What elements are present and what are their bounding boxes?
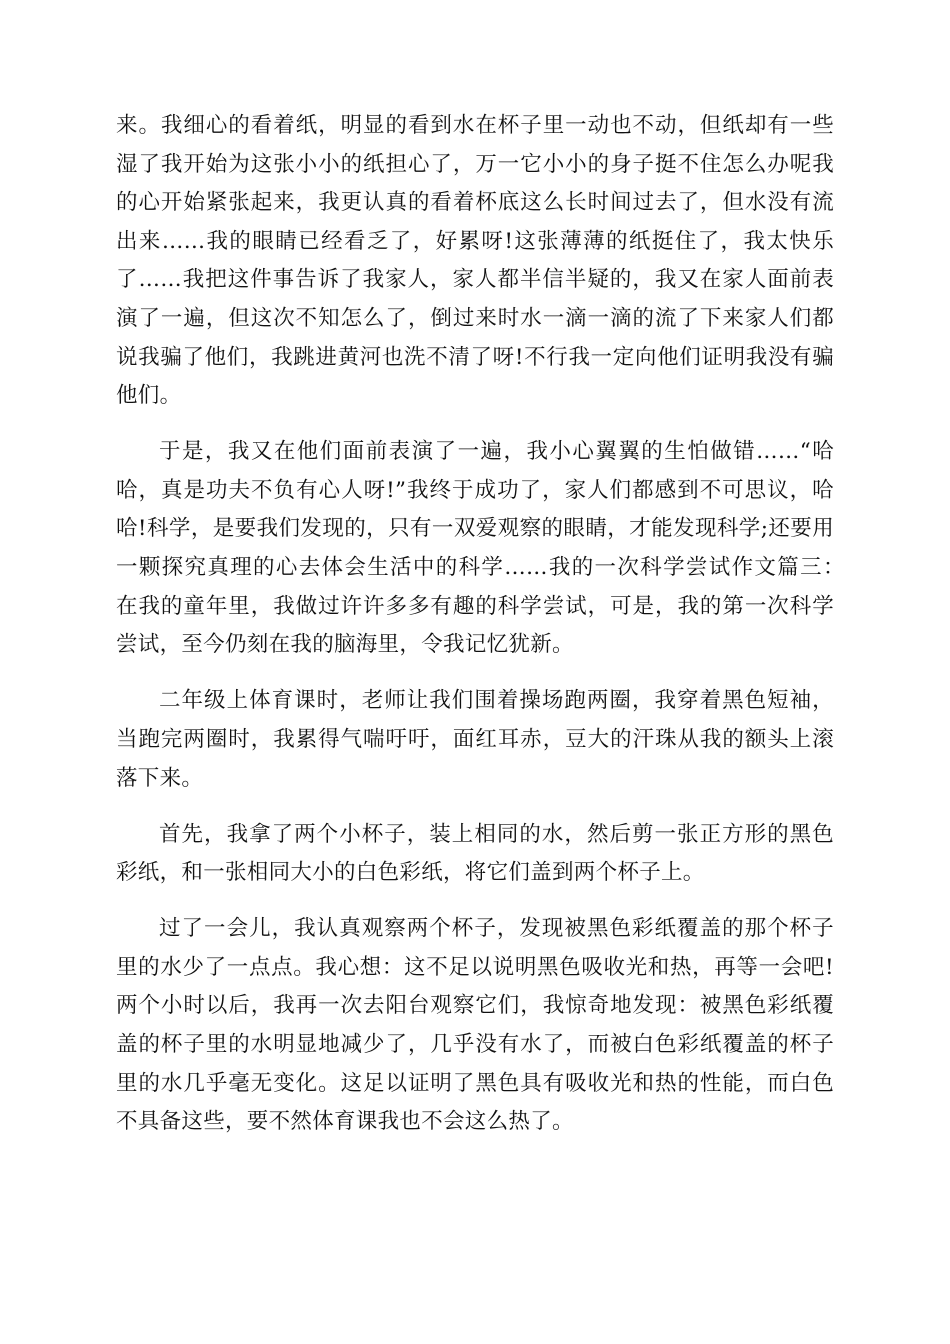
document-body [116,107,856,1159]
paragraph-performance: 于是，我又在他们面前表演了一遍，我小心翼翼的生怕做错……“哈哈，真是功夫不负有心人呀!”我终于成功了，家人们都感到不可思议，哈哈!科学，是要我们发现的，只有一双爱观察的眼睛，才能发现科学;还要用一颗探究真理的心去体会生活中的科学……我的一次科学尝试作文篇三： 在我的童年里，我做过许许多多有趣的科学尝试，可是，我的第一次科学尝试，至今仍刻在我的脑海里，令我记忆犹新。 [116,439,856,658]
paragraph-continuation: 来。我细心的看着纸，明显的看到水在杯子里一动也不动，但纸却有一些湿了我开始为这张小小的纸担心了，万一它小小的身子挺不住怎么办呢我的心开始紧张起来，我更认真的看着杯底这么长时间过去了，但水没有流出来……我的眼睛已经看乏了，好累呀!这张薄薄的纸挺住了，我太快乐了……我把这件事告诉了我家人，家人都半信半疑的，我又在家人面前表演了一遍，但这次不知怎么了，倒过来时水一滴一滴的流了下来家人们都说我骗了他们，我跳进黄河也洗不清了呀!不行我一定向他们证明我没有骗他们。 [116,113,834,409]
paragraph-observation: 过了一会儿，我认真观察两个杯子，发现被黑色彩纸覆盖的那个杯子里的水少了一点点。我心想：这不足以说明黑色吸收光和热，再等一会吧!两个小时以后，我再一次去阳台观察它们，我惊奇地发现：被黑色彩纸覆盖的杯子里的水明显地减少了，几乎没有水了，而被白色彩纸覆盖的杯子里的水几乎毫无变化。这足以证明了黑色具有吸收光和热的性能，而白色不具备这些，要不然体育课我也不会这么热了。 [116,916,834,1135]
paragraph-pe-class: 二年级上体育课时，老师让我们围着操场跑两圈，我穿着黑色短袖，当跑完两圈时，我累得气喘吁吁，面红耳赤，豆大的汗珠从我的额头上滚落下来。 [116,688,834,791]
paragraph-experiment-setup: 首先，我拿了两个小杯子，装上相同的水，然后剪一张正方形的黑色彩纸，和一张相同大小的白色彩纸，将它们盖到两个杯子上。 [116,821,834,886]
